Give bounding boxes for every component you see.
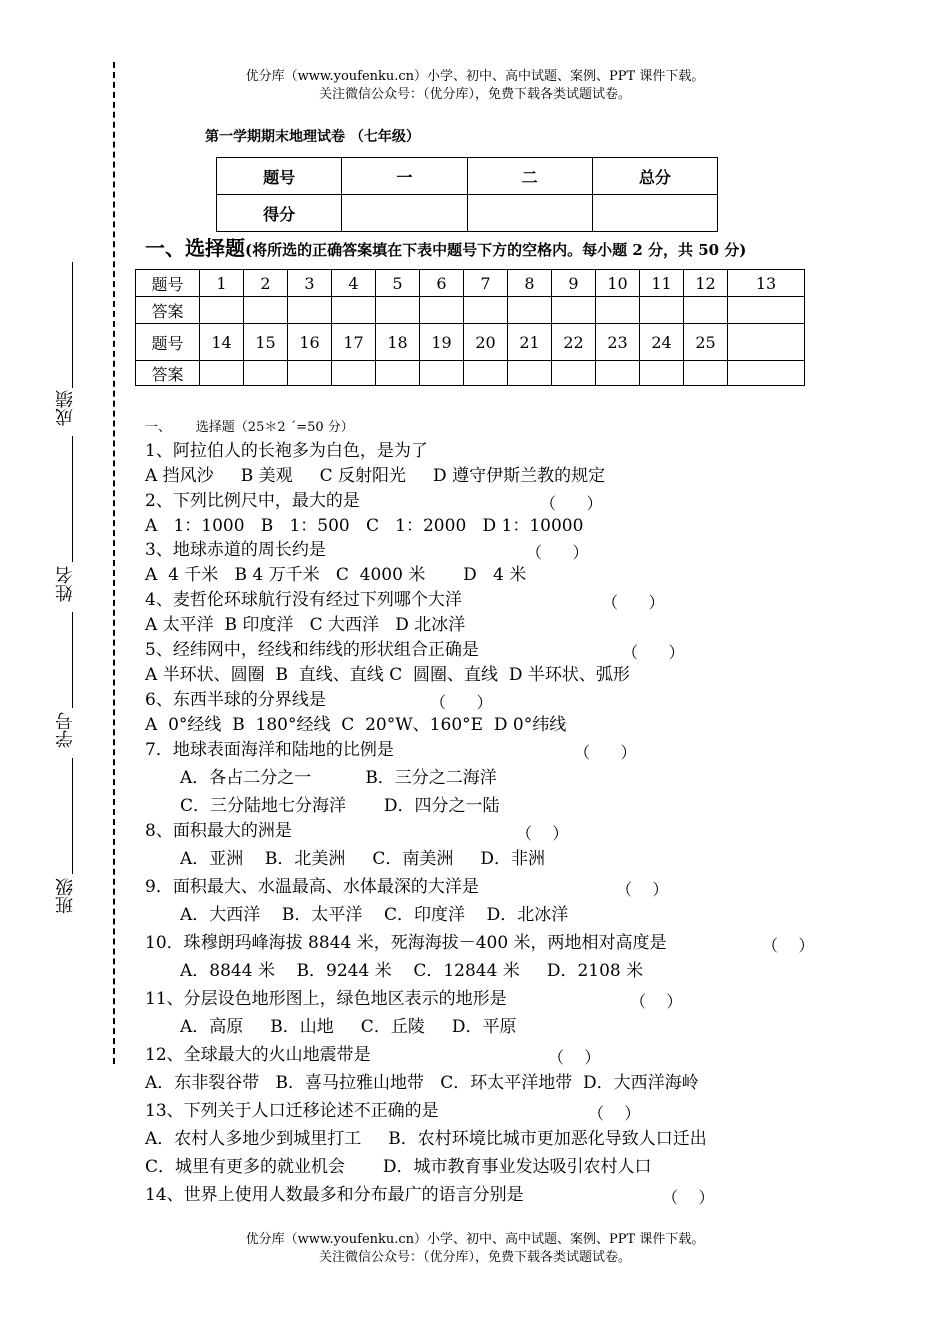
question-number: 13 bbox=[728, 270, 805, 297]
question-number: 9 bbox=[552, 270, 596, 297]
question-5: 5、经纬网中，经线和纬线的形状组合正确是 bbox=[145, 640, 479, 660]
score-cell[interactable] bbox=[467, 195, 592, 232]
answer-cell[interactable] bbox=[464, 361, 508, 386]
answer-cell[interactable] bbox=[684, 297, 728, 324]
question-7: 7．地球表面海洋和陆地的比例是 bbox=[145, 740, 394, 760]
question-14: 14、世界上使用人数最多和分布最广的语言分别是 bbox=[145, 1185, 524, 1205]
answer-paren: （ ） bbox=[548, 1048, 601, 1067]
question-number: 14 bbox=[200, 324, 244, 361]
answer-paren: （ ） bbox=[574, 743, 637, 762]
question-4-options: A 太平洋 B 印度洋 C 大西洋 D 北冰洋 bbox=[145, 615, 466, 635]
side-label-class: 班级 bbox=[55, 878, 76, 914]
answer-cell[interactable] bbox=[376, 297, 420, 324]
question-number: 10 bbox=[596, 270, 640, 297]
answer-table-row-numbers bbox=[136, 324, 805, 361]
question-number: 22 bbox=[552, 324, 596, 361]
answer-cell[interactable] bbox=[552, 297, 596, 324]
question-11: 11、分层设色地形图上，绿色地区表示的地形是 bbox=[145, 989, 507, 1009]
answer-cell[interactable] bbox=[288, 361, 332, 386]
side-label-id: 学号 bbox=[55, 712, 76, 748]
answer-cell[interactable] bbox=[640, 297, 684, 324]
answer-cell[interactable] bbox=[420, 361, 464, 386]
footer-line-1: 优分库（www.youfenku.cn）小学、初中、高中试题、案例、PPT 课件下载。 bbox=[245, 1232, 705, 1247]
answer-paren: （ ） bbox=[588, 1104, 641, 1123]
question-number: 3 bbox=[288, 270, 332, 297]
answer-table-label: 题号 bbox=[136, 270, 200, 297]
score-cell[interactable] bbox=[342, 195, 467, 232]
question-number: 2 bbox=[244, 270, 288, 297]
answer-paren: （ ） bbox=[540, 494, 603, 513]
question-13-options-2: C．城里有更多的就业机会 D．城市教育事业发达吸引农村人口 bbox=[145, 1157, 652, 1177]
exam-title: 第一学期期末地理试卷 （七年级） bbox=[205, 129, 420, 145]
answer-paren: （ ） bbox=[516, 824, 569, 843]
answer-cell[interactable] bbox=[200, 297, 244, 324]
answer-table-row-answers bbox=[136, 297, 805, 324]
question-13: 13、下列关于人口迁移论述不正确的是 bbox=[145, 1101, 439, 1121]
question-12-options: A．东非裂谷带 B．喜马拉雅山地带 C．环太平洋地带 D．大西洋海岭 bbox=[145, 1073, 699, 1093]
answer-cell[interactable] bbox=[244, 297, 288, 324]
question-number: 4 bbox=[332, 270, 376, 297]
header-line-2: 关注微信公众号：（优分库），免费下载各类试题试卷。 bbox=[318, 87, 631, 102]
question-10: 10．珠穆朗玛峰海拔 8844 米，死海海拔－400 米，两地相对高度是 bbox=[145, 933, 667, 953]
question-number: 21 bbox=[508, 324, 552, 361]
score-row-label: 得分 bbox=[217, 195, 342, 232]
question-number: 20 bbox=[464, 324, 508, 361]
question-11-options: A．高原 B．山地 C．丘陵 D．平原 bbox=[180, 1017, 517, 1037]
question-number: 24 bbox=[640, 324, 684, 361]
answer-paren: （ ） bbox=[622, 643, 685, 662]
answer-table bbox=[135, 269, 805, 386]
section-note: (将所选的正确答案填在下表中题号下方的空格内。每小题 2 分，共 50 分) bbox=[245, 241, 747, 259]
question-number: 19 bbox=[420, 324, 464, 361]
answer-paren: （ ） bbox=[526, 543, 589, 562]
question-number: 7 bbox=[464, 270, 508, 297]
question-7-options-1: A．各占二分之一 B．三分之二海洋 bbox=[180, 768, 497, 788]
answer-cell[interactable] bbox=[200, 361, 244, 386]
question-7-options-2: C．三分陆地七分海洋 D．四分之一陆 bbox=[180, 796, 500, 816]
question-number: 1 bbox=[200, 270, 244, 297]
answer-paren: （ ） bbox=[430, 693, 493, 712]
question-6-options: A 0°经线 B 180°经线 C 20°W、160°E D 0°纬线 bbox=[145, 715, 567, 735]
answer-cell[interactable] bbox=[596, 297, 640, 324]
question-1-options: A 挡风沙 B 美观 C 反射阳光 D 遵守伊斯兰教的规定 bbox=[145, 466, 606, 486]
answer-cell[interactable] bbox=[332, 361, 376, 386]
question-8-options: A．亚洲 B．北美洲 C．南美洲 D．非洲 bbox=[180, 849, 546, 869]
question-5-options: A 半环状、圆圈 B 直线、直线 C 圆圈、直线 D 半环状、弧形 bbox=[145, 665, 630, 685]
section-title: 一、选择题 bbox=[145, 236, 245, 260]
question-2-options: A 1：1000 B 1：500 C 1：2000 D 1：10000 bbox=[145, 516, 584, 536]
answer-cell[interactable] bbox=[420, 297, 464, 324]
question-number: 15 bbox=[244, 324, 288, 361]
question-12: 12、全球最大的火山地震带是 bbox=[145, 1045, 371, 1065]
answer-paren: （ ） bbox=[616, 880, 669, 899]
score-table bbox=[216, 157, 718, 232]
answer-paren: （ ） bbox=[662, 1188, 715, 1207]
answer-paren: （ ） bbox=[762, 936, 815, 955]
answer-cell[interactable] bbox=[508, 297, 552, 324]
score-header-2: 二 bbox=[467, 158, 592, 195]
answer-cell[interactable] bbox=[728, 361, 805, 386]
score-blank-line bbox=[72, 262, 73, 388]
answer-cell[interactable] bbox=[640, 361, 684, 386]
answer-table-label: 答案 bbox=[136, 361, 200, 386]
question-2: 2、下列比例尺中，最大的是 bbox=[145, 491, 360, 511]
answer-cell[interactable] bbox=[244, 361, 288, 386]
question-9: 9．面积最大、水温最高、水体最深的大洋是 bbox=[145, 877, 479, 897]
question-number: 5 bbox=[376, 270, 420, 297]
class-blank-line bbox=[72, 758, 73, 874]
question-13-options-1: A．农村人多地少到城里打工 B．农村环境比城市更加恶化导致人口迁出 bbox=[145, 1129, 707, 1149]
question-8: 8、面积最大的洲是 bbox=[145, 821, 292, 841]
header-line-1: 优分库（www.youfenku.cn）小学、初中、高中试题、案例、PPT 课件下载。 bbox=[245, 69, 705, 84]
answer-cell[interactable] bbox=[464, 297, 508, 324]
footer-line-2: 关注微信公众号：（优分库），免费下载各类试题试卷。 bbox=[318, 1250, 631, 1265]
name-blank-line bbox=[72, 436, 73, 562]
answer-table-label: 题号 bbox=[136, 324, 200, 361]
question-9-options: A．大西洋 B．太平洋 C．印度洋 D．北冰洋 bbox=[180, 905, 569, 925]
question-number: 17 bbox=[332, 324, 376, 361]
answer-paren: （ ） bbox=[630, 992, 683, 1011]
question-4: 4、麦哲伦环球航行没有经过下列哪个大洋 bbox=[145, 590, 462, 610]
answer-cell[interactable] bbox=[376, 361, 420, 386]
question-number: 11 bbox=[640, 270, 684, 297]
id-blank-line bbox=[72, 612, 73, 708]
score-header-qnum: 题号 bbox=[217, 158, 342, 195]
answer-paren: （ ） bbox=[602, 593, 665, 612]
answer-table-row-answers bbox=[136, 361, 805, 386]
answer-cell[interactable] bbox=[728, 297, 805, 324]
score-header-1: 一 bbox=[342, 158, 467, 195]
question-6: 6、东西半球的分界线是 bbox=[145, 690, 326, 710]
question-3-options: A 4 千米 B 4 万千米 C 4000 米 D 4 米 bbox=[145, 565, 527, 585]
question-10-options: A．8844 米 B．9244 米 C．12844 米 D．2108 米 bbox=[180, 961, 644, 981]
score-cell[interactable] bbox=[592, 195, 717, 232]
answer-table-label: 答案 bbox=[136, 297, 200, 324]
question-number: 6 bbox=[420, 270, 464, 297]
question-number: 18 bbox=[376, 324, 420, 361]
question-number: 16 bbox=[288, 324, 332, 361]
score-header-total: 总分 bbox=[592, 158, 717, 195]
answer-cell[interactable] bbox=[288, 297, 332, 324]
question-number: 12 bbox=[684, 270, 728, 297]
side-label-name: 姓名 bbox=[55, 566, 76, 602]
answer-cell[interactable] bbox=[552, 361, 596, 386]
question-number: 8 bbox=[508, 270, 552, 297]
question-number: 23 bbox=[596, 324, 640, 361]
answer-cell[interactable] bbox=[332, 297, 376, 324]
answer-cell[interactable] bbox=[684, 361, 728, 386]
section-heading bbox=[145, 232, 746, 261]
side-label-score: 成绩 bbox=[55, 390, 76, 426]
question-1: 1、阿拉伯人的长袍多为白色，是为了 bbox=[145, 441, 428, 461]
answer-table-row-numbers bbox=[136, 270, 805, 297]
binding-dashed-line bbox=[113, 62, 115, 1064]
question-3: 3、地球赤道的周长约是 bbox=[145, 540, 326, 560]
question-number: 25 bbox=[684, 324, 728, 361]
answer-cell[interactable] bbox=[508, 361, 552, 386]
question-number bbox=[728, 324, 805, 361]
answer-cell[interactable] bbox=[596, 361, 640, 386]
section-subheading: 一、 选择题（25＊2 ˊ=50 分） bbox=[145, 420, 354, 435]
